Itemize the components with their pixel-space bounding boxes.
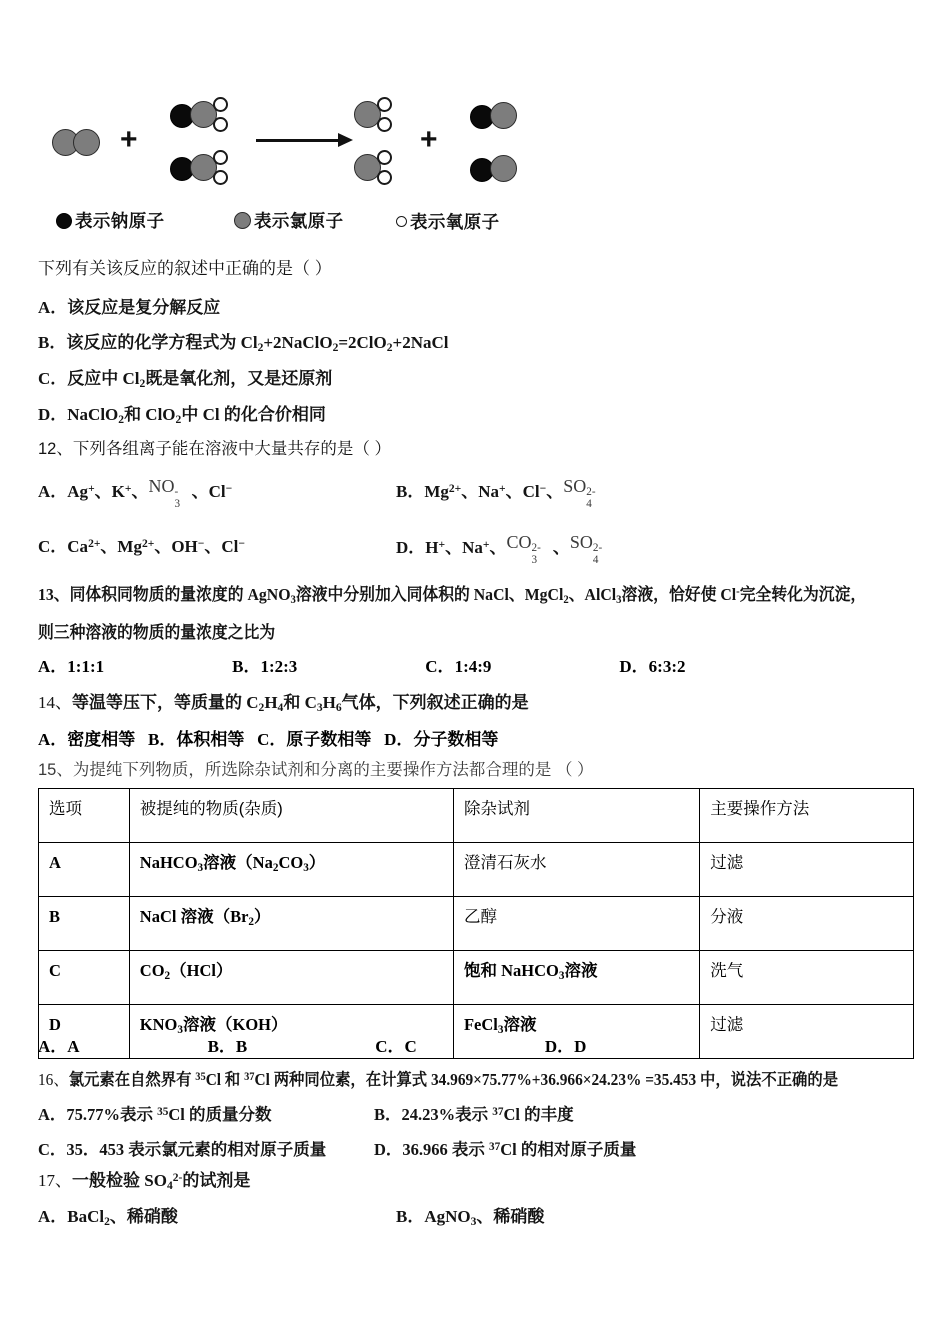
q13-option-d[interactable] [619,657,685,676]
option-text: 24.23%表示 $^{37}$Cl 的丰度 [401,1105,574,1124]
q15-stem [38,758,594,783]
option-label: C． [38,369,68,388]
legend-item-sodium [56,208,165,233]
option-label: B． [374,1105,402,1124]
ion-nitrate: NO - 3 [148,476,181,511]
option-text: 35．453 表示氯元素的相对原子质量 [66,1140,327,1159]
q13-option-b[interactable] [232,657,297,676]
q16-option-d[interactable] [374,1138,636,1163]
q17-option-b[interactable] [396,1204,544,1230]
option-text: 1:1:1 [67,657,105,676]
option-label: A． [38,1037,68,1056]
q15-answer-options [38,1032,586,1057]
header-method: 主要操作方法 [700,789,914,843]
q15-stem-text: 为提纯下列物质，所选除杂试剂和分离的主要操作方法都合理的是 （ ） [72,761,594,779]
cell-reagent: FeCl$_3$溶液 [453,1005,699,1059]
oxygen-atom [377,170,392,185]
q16-option-a[interactable] [38,1103,272,1128]
cell-option: B [39,897,130,951]
cell-option: C [39,951,130,1005]
option-label: C． [425,657,455,676]
option-text: 1:2:3 [260,657,298,676]
q12-option-c[interactable] [38,534,245,560]
oxygen-atom [213,97,228,112]
q14-option-d[interactable] [384,730,498,749]
option-label: D． [396,538,426,557]
q11-option-d[interactable] [38,402,326,428]
cell-method: 过滤 [700,843,914,897]
option-text: 原子数相等 [286,730,372,749]
q12-option-d[interactable] [396,532,610,567]
option-text: $Ca^{2+}$、$Mg^{2+}$、OH−、Cl− [67,536,245,556]
q13-option-c[interactable] [425,657,491,676]
q16-option-c[interactable] [38,1138,326,1163]
oxygen-atom [213,117,228,132]
q15-number: 15、 [38,761,73,779]
option-text: 密度相等 [67,730,136,749]
option-label: B． [232,657,261,676]
option-text: 该反应的化学方程式为 $Cl_2+2NaClO_2=2ClO_2+2NaCl$ [66,333,449,354]
option-label: A． [38,482,68,501]
cell-method: 过滤 [700,1005,914,1059]
q13-stem-line1 [38,582,866,608]
ion-sulfate: SO 2- 4 [563,476,596,511]
q14-number: 14、 [38,693,72,712]
q15-option-a[interactable] [38,1037,80,1056]
option-label: D． [544,1037,575,1056]
q15-option-d[interactable] [545,1037,587,1056]
cell-substance: $CO_2(HCl)$ [129,951,453,1005]
legend-item-oxygen [396,209,500,234]
q14-stem-text: 等温等压下，等质量的 $C_2H_4$和 $C_3H_6$气体，下列叙述正确的是 [72,693,529,714]
q12-option-b[interactable] [396,476,603,511]
plus-sign-products: + [420,123,438,156]
cell-reagent: 饱和 NaHCO$_3$溶液 [453,951,699,1005]
option-text: D [574,1037,587,1056]
cell-method: 洗气 [700,951,914,1005]
table-row [39,897,914,951]
cell-method: 分液 [700,897,914,951]
ion-carbonate: CO 2- 3 [506,532,541,567]
table-row [39,843,914,897]
q13-options [38,652,686,677]
diagram-legend [56,208,616,238]
option-text: B [235,1037,248,1056]
chlorine-atom [490,102,517,129]
legend-label-chlorine: 表示氯原子 [254,211,344,231]
ion-sulfate: SO 2- 4 [569,532,603,567]
q13-number: 13、 [38,585,70,604]
q15-option-b[interactable] [208,1037,248,1056]
option-label: A． [38,730,68,749]
option-text: AgNO$_3$、稀硝酸 [424,1207,545,1228]
q11-option-a[interactable] [38,295,220,321]
q14-stem [38,690,529,716]
q17-option-a[interactable] [38,1204,178,1230]
gray-circle-icon [234,212,251,229]
q15-option-c[interactable] [375,1037,417,1056]
option-label: A． [38,1105,67,1124]
option-text: 分子数相等 [413,730,499,749]
legend-label-oxygen: 表示氧原子 [410,212,500,232]
legend-item-chlorine [234,208,344,233]
option-text: H+、Na+、CO 2- 3 、SO 2- 4 [425,538,610,557]
cell-option: A [39,843,130,897]
q16-stem [38,1068,838,1093]
option-text: 6:3:2 [648,657,686,676]
q16-number: 16、 [38,1070,69,1089]
q14-option-c[interactable] [257,730,371,749]
option-label: A． [38,657,68,676]
q13-stem-text: 同体积同物质的量浓度的 AgNO$_3$溶液中分别加入同体积的 NaCl、MgCl$_2$、AlCl$_3$溶液，恰好使 Cl-完全转化为沉淀， [69,584,867,606]
q12-stem-text: 下列各组离子能在溶液中大量共存的是（ ） [72,440,391,458]
option-label: D． [38,405,68,424]
hollow-circle-icon [396,216,407,227]
q11-stem: 下列有关该反应的叙述中正确的是（ ） [38,259,332,278]
q12-number: 12、 [38,440,73,458]
q14-option-b[interactable] [148,730,244,749]
legend-label-sodium: 表示钠原子 [75,211,165,231]
header-reagent: 除杂试剂 [453,789,699,843]
option-label: A． [38,298,68,317]
option-label: B． [38,333,67,352]
q16-stem-text: 氯元素在自然界有 $^{35}$Cl 和 $^{37}$Cl 两种同位素，在计算式 34.969×75.77%+36.966×24.23% =35.453 中，说法不正确的是 [68,1070,839,1089]
option-label: C． [375,1037,405,1056]
option-text: NaClO$_2$和 ClO$_2$中 Cl 的化合价相同 [67,405,326,426]
q13-option-a[interactable] [38,657,104,676]
option-text: 反应中 $Cl_2$既是氧化剂，又是还原剂 [67,369,333,390]
q13-stem-line2: 则三种溶液的物质的量浓度之比为 [38,623,276,642]
option-label: A． [38,1207,68,1226]
q12-stem [38,437,391,462]
cell-substance: NaCl 溶液$(Br_2)$ [129,897,453,951]
q16-option-b[interactable] [374,1103,574,1128]
table-row [39,951,914,1005]
chlorine-atom [73,129,100,156]
q14-options [38,725,498,750]
option-label: B． [396,482,425,501]
option-label: D． [619,657,649,676]
option-text: $Mg^{2+}$、Na+、Cl−、SO 2- 4 [424,482,603,501]
option-label: B． [207,1037,236,1056]
cell-substance: $KNO_3$溶液（KOH） [129,1005,453,1059]
option-label: D． [374,1140,403,1159]
reaction-arrow-head [338,133,353,147]
cell-reagent: 乙醇 [453,897,699,951]
option-label: C． [38,1140,67,1159]
oxygen-atom [213,150,228,165]
option-text: 体积相等 [176,730,245,749]
q11-option-c[interactable] [38,366,332,392]
option-text: 1:4:9 [454,657,492,676]
option-text: A [67,1037,80,1056]
plus-sign-reactants: + [120,123,138,156]
black-circle-icon [56,213,72,229]
option-text: 该反应是复分解反应 [67,298,221,317]
q14-option-a[interactable] [38,730,135,749]
option-label: C． [38,537,68,556]
chlorine-atom [490,155,517,182]
table-header-row [39,789,914,843]
option-text: C [404,1037,417,1056]
option-text: 36.966 表示 $^{37}$Cl 的相对原子质量 [402,1140,637,1159]
oxygen-atom [377,97,392,112]
cell-reagent: 澄清石灰水 [453,843,699,897]
option-label: D． [384,730,414,749]
reaction-diagram [52,92,552,202]
cell-option: D [39,1005,130,1059]
option-label: B． [148,730,177,749]
option-text: Ag+、K+、NO - 3 、Cl− [67,482,232,501]
cell-substance: NaHCO$_3$溶液$(Na_2CO_3)$ [129,843,453,897]
q12-option-a[interactable] [38,476,233,511]
oxygen-atom [213,170,228,185]
header-option: 选项 [39,789,130,843]
q17-number: 17、 [38,1171,72,1190]
option-text: BaCl$_2$、稀硝酸 [67,1207,178,1228]
q17-stem [38,1168,250,1194]
option-label: C． [257,730,287,749]
purification-table [38,788,914,1059]
option-text: 75.77%表示 $^{35}$Cl 的质量分数 [66,1105,272,1124]
q11-option-b[interactable] [38,330,449,356]
option-label: B． [396,1207,425,1226]
q17-stem-text: 一般检验 $SO_4^{2-}$的试剂是 [72,1170,251,1192]
oxygen-atom [377,150,392,165]
header-substance: 被提纯的物质(杂质) [129,789,453,843]
reaction-arrow-line [256,139,340,142]
oxygen-atom [377,117,392,132]
